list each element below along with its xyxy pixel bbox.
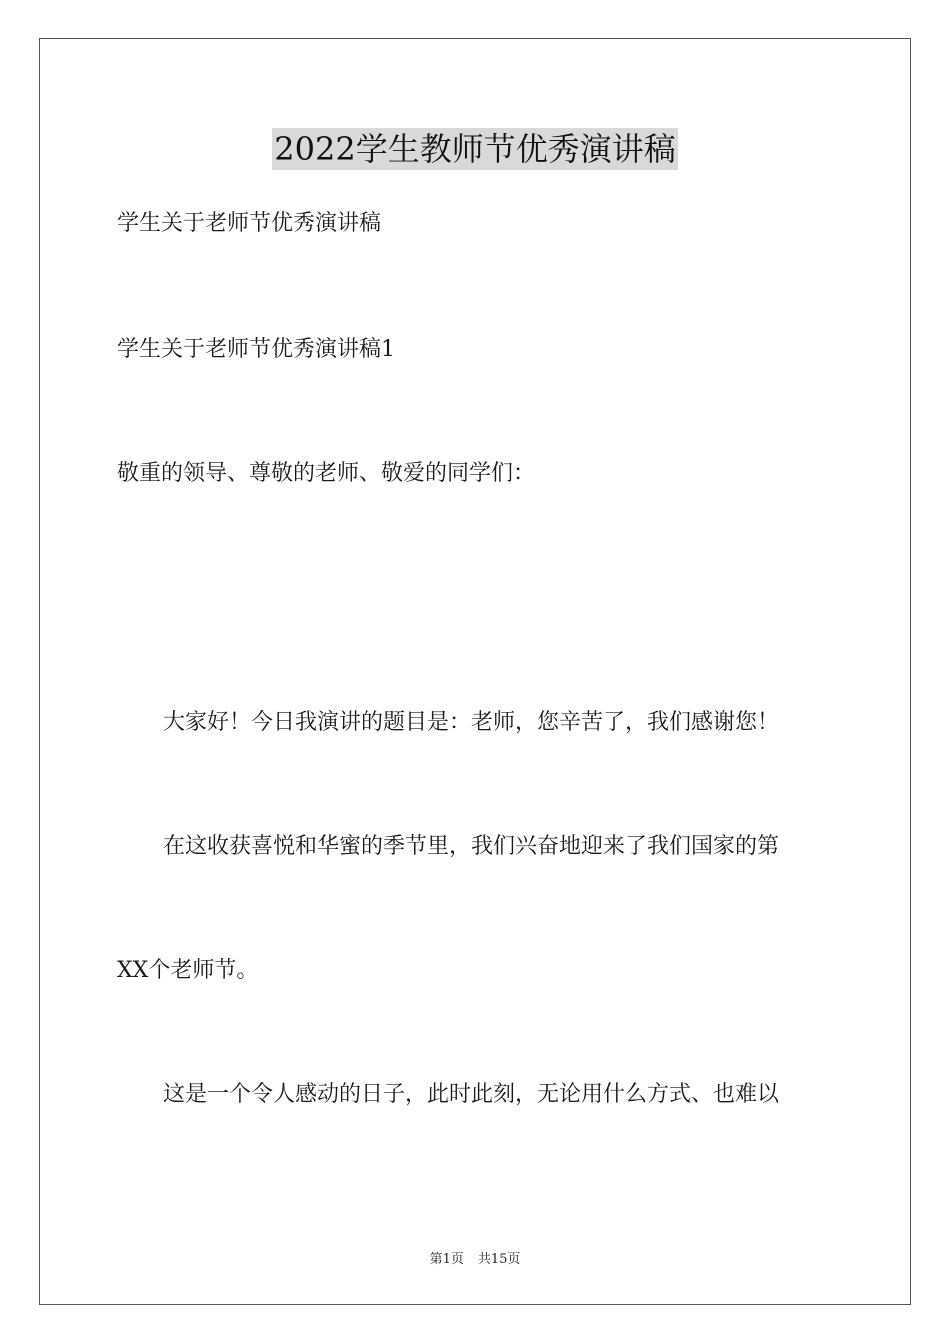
subtitle-line: 学生关于老师节优秀演讲稿 bbox=[117, 211, 382, 236]
paragraph-line: 这是一个令人感动的日子，此时此刻，无论用什么方式、也难以 bbox=[163, 1082, 780, 1107]
paragraph-line: 在这收获喜悦和华蜜的季节里，我们兴奋地迎来了我们国家的第 bbox=[163, 834, 780, 859]
document-title: 2022学生教师节优秀演讲稿 bbox=[274, 130, 676, 168]
page-number: 第1页 bbox=[429, 1252, 464, 1267]
page-footer bbox=[0, 1248, 950, 1267]
page-total: 共15页 bbox=[477, 1252, 521, 1267]
salutation-line: 敬重的领导、尊敬的老师、敬爱的同学们： bbox=[117, 461, 536, 486]
document-title-container bbox=[0, 128, 950, 170]
paragraph-line: 大家好！今日我演讲的题目是：老师，您辛苦了，我们感谢您！ bbox=[163, 710, 780, 735]
section-heading-line: 学生关于老师节优秀演讲稿1 bbox=[117, 337, 395, 362]
paragraph-line: XX个老师节。 bbox=[117, 958, 259, 983]
